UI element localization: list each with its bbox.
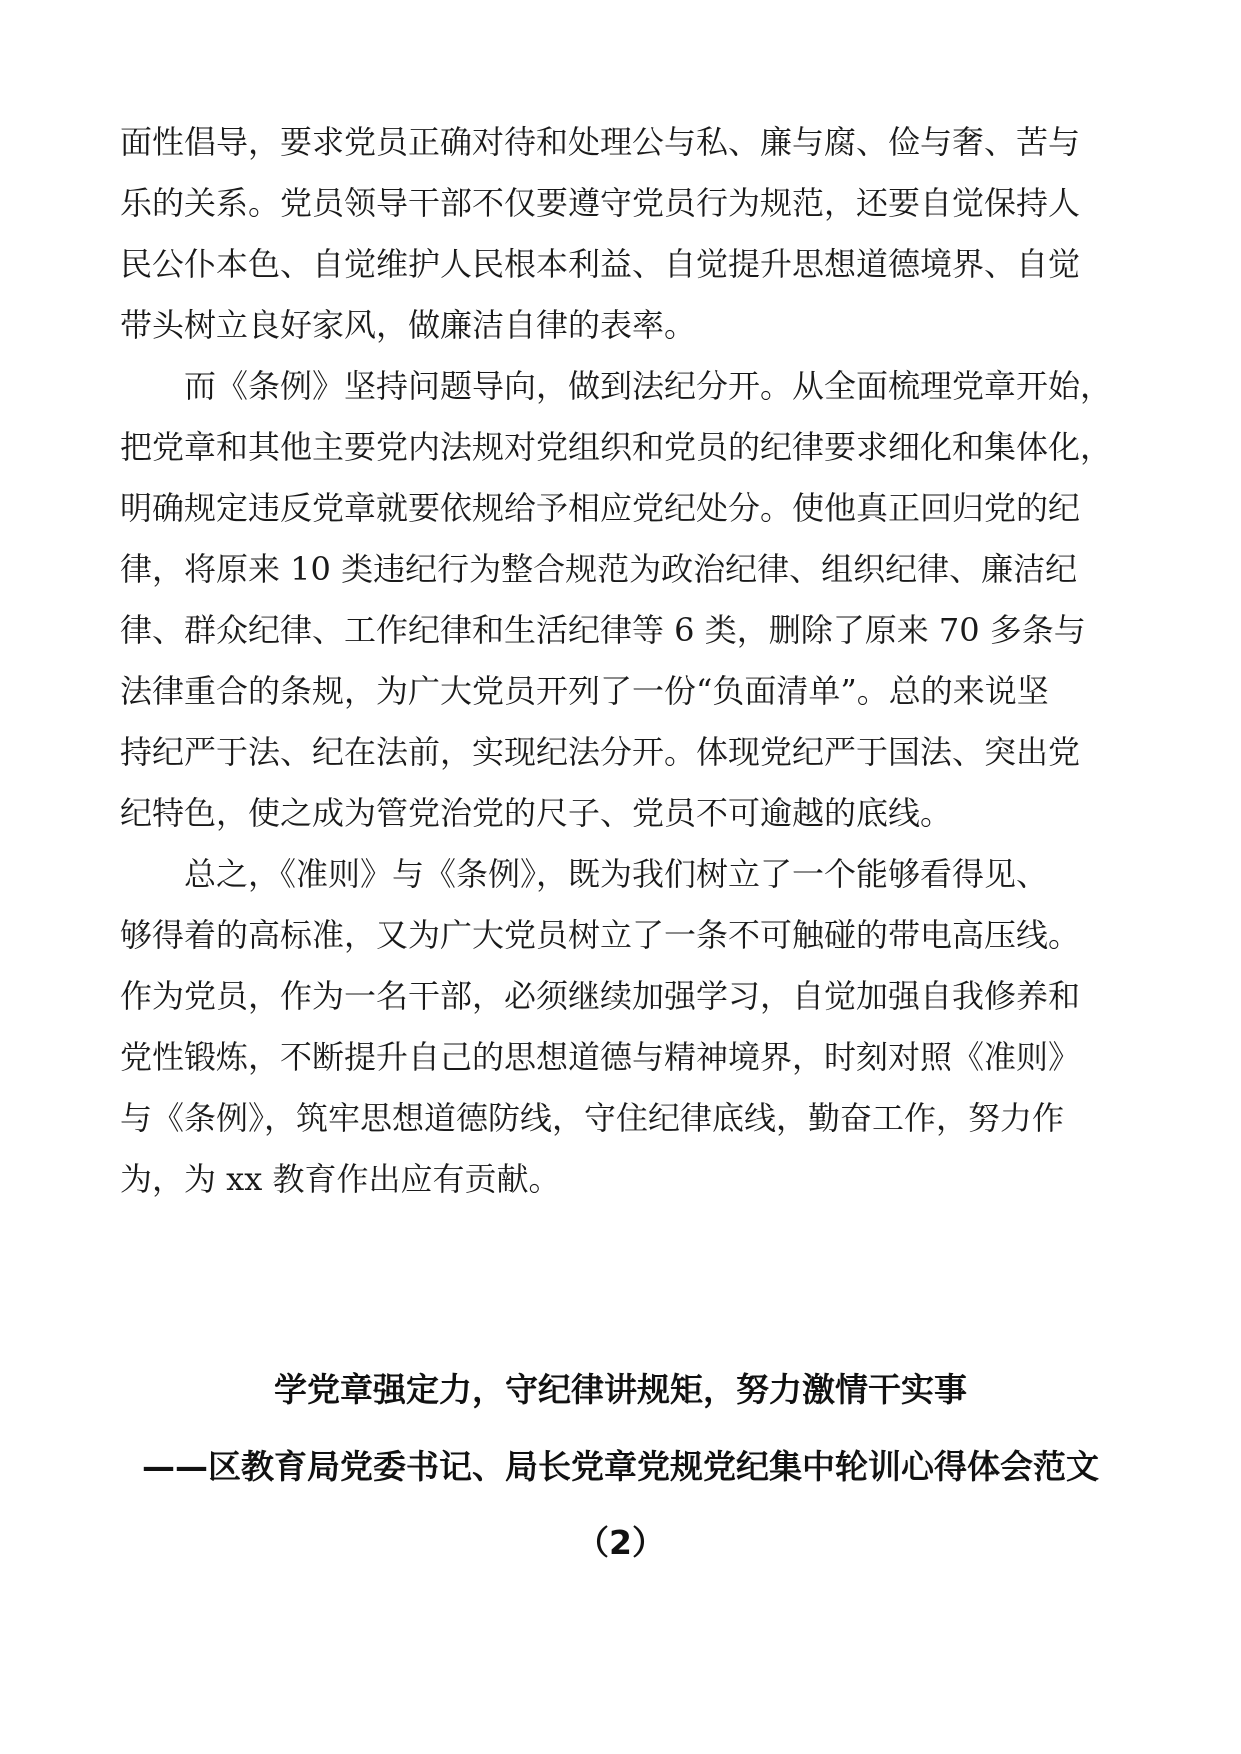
paragraph-line: 民公仆本色、自觉维护人民根本利益、自觉提升思想道德境界、自觉 [120,245,1081,283]
paragraph-line: 乐的关系。党员领导干部不仅要遵守党员行为规范，还要自觉保持人 [120,184,1081,222]
section-subtitle: ——区教育局党委书记、局长党章党规党纪集中轮训心得体会范文 [142,1447,1099,1486]
body-text [120,112,1130,1210]
paragraph-line: 带头树立良好家风，做廉洁自律的表率。 [120,306,697,344]
paragraph-line: 明确规定违反党章就要依规给予相应党纪处分。使他真正回归党的纪 [120,489,1081,527]
paragraph-line: 而《条例》坚持问题导向，做到法纪分开。从全面梳理党章开始， [184,367,1113,405]
paragraph-line: 与《条例》，筑牢思想道德防线，守住纪律底线，勤奋工作，努力作 [120,1099,1065,1137]
paragraph-line: 律，将原来 10 类违纪行为整合规范为政治纪律、组织纪律、廉洁纪 [120,550,1078,588]
paragraph-line: 党性锻炼，不断提升自己的思想道德与精神境界，时刻对照《准则》 [120,1038,1081,1076]
paragraph-line: 持纪严于法、纪在法前，实现纪法分开。体现党纪严于国法、突出党 [120,733,1081,771]
paragraph-line: 总之，《准则》与《条例》，既为我们树立了一个能够看得见、 [184,855,1049,893]
paragraph-line: 律、群众纪律、工作纪律和生活纪律等 6 类，删除了原来 70 多条与 [120,611,1086,649]
paragraph-line: 为，为 xx 教育作出应有贡献。 [120,1160,561,1198]
paragraph-line: 把党章和其他主要党内法规对党组织和党员的纪律要求细化和集体化， [120,428,1113,466]
section-part-number: （2） [576,1523,665,1562]
section-title: 学党章强定力，守纪律讲规矩，努力激情干实事 [274,1370,967,1409]
paragraph-line: 作为党员，作为一名干部，必须继续加强学习，自觉加强自我修养和 [120,977,1081,1015]
paragraph-line: 面性倡导，要求党员正确对待和处理公与私、廉与腐、俭与奢、苦与 [120,123,1081,161]
paragraph-line: 法律重合的条规，为广大党员开列了一份“负面清单”。总的来说坚 [120,672,1049,710]
paragraph-line: 纪特色，使之成为管党治党的尺子、党员不可逾越的底线。 [120,794,953,832]
paragraph-line: 够得着的高标准，又为广大党员树立了一条不可触碰的带电高压线。 [120,916,1081,954]
